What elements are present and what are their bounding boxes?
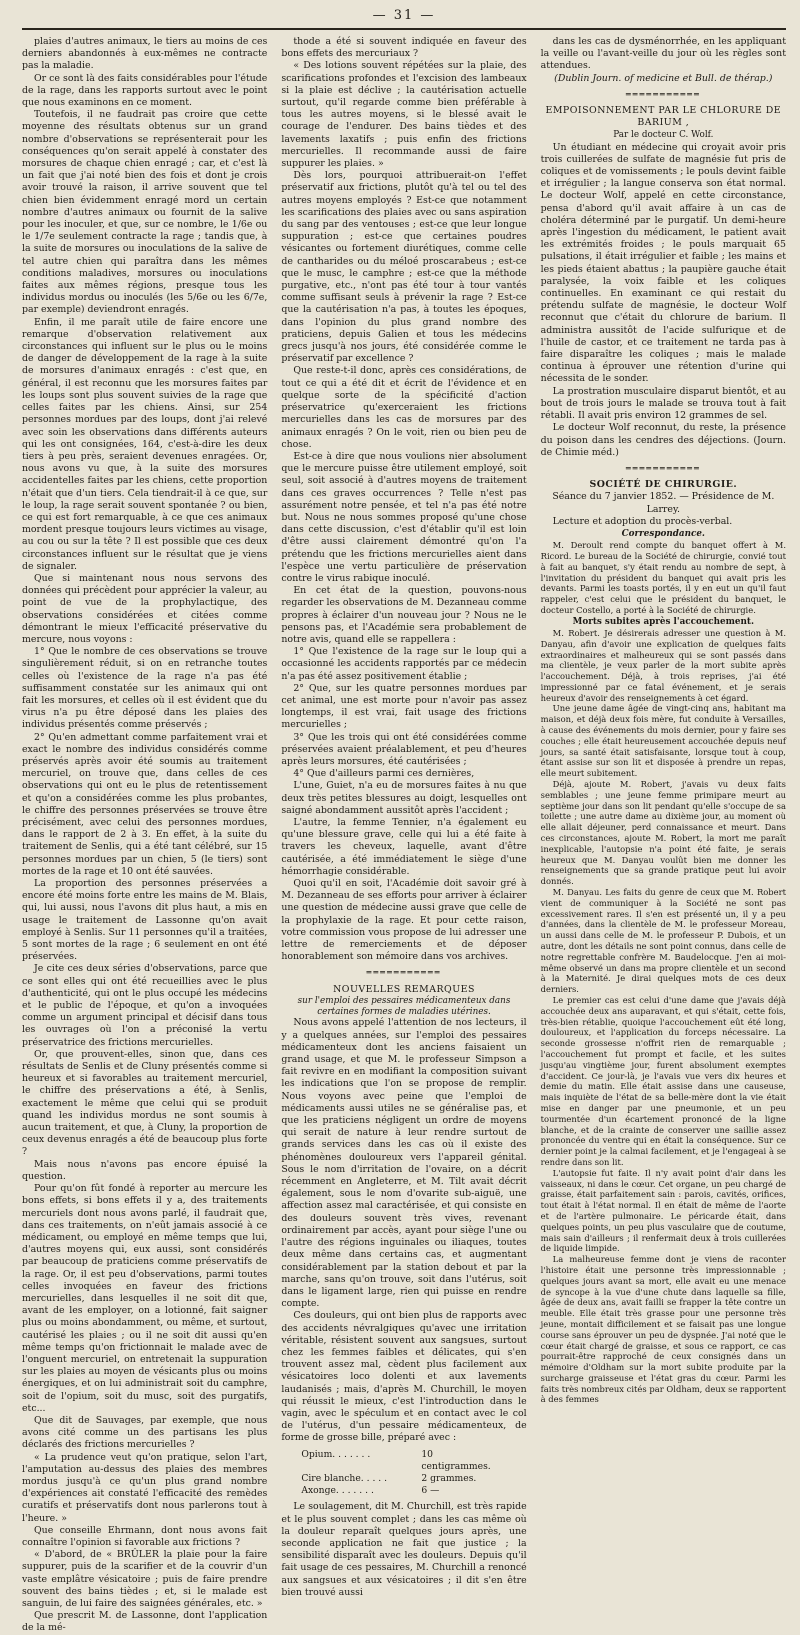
paragraph: thode a été si souvent indiquée en faveur des bons effets des mercuriaux ? <box>281 36 527 60</box>
session-line: Séance du 7 janvier 1852. — Présidence de M. Larrey. <box>552 491 775 515</box>
paragraph: 4° Que d'ailleurs parmi ces dernières, <box>293 768 475 780</box>
section-title-pessaires: NOUVELLES REMARQUES <box>333 983 475 995</box>
paragraph: Quoi qu'il en soit, l'Académie doit savoir gré à M. Dezanneau de ses efforts pour arriver à éclairer une question de médecine aussi grave que celle de la prophylaxie de la rage. Et pour cette raison, votre commission vous propose de lui adresser une lettre de remerciements et de déposer honorablement son mémoire dans vos archives. <box>281 878 527 963</box>
paragraph: « La prudence veut qu'on pratique, selon l'art, l'amputation au-dessus des plaies des membres mordus jusqu'à ce qu'un plus grand nombre d'expériences ait constaté l'efficacité des remèdes curatifs et préservatifs dont nous parlerons tout à l'heure. » <box>22 1451 268 1524</box>
paragraph: 2° Qu'en admettant comme parfaitement vrai et exact le nombre des individus considérés comme préservés après avoir été soumis au traitement mercuriel, on trouve que, dans celles de ces observations qui ont eu le plus de retentissement et qu'on a considérées comme les plus probantes, le chiffre des personnes préservées se trouve être précisément, avec celui des personnes mordues, dans le rapport de 2 à 3. En effet, à la suite du traitement de Senlis, qui a été tant célébré, sur 15 personnes mordues par un chien, 5 (le tiers) sont mortes de la rage et 10 ont été sauvées. <box>22 731 268 877</box>
paragraph: Le premier cas est celui d'une dame que j'avais déjà accouchée deux ans auparavant, et qui s'était, cette fois, très-bien rétablie, quoique l'accouchement eût été long, douloureux, et l'application du forceps nécessaire. La seconde grossesse n'offrit rien de remarquable ; l'accouchement fut prompt et facile, et les suites jusqu'au vingtième jour, furent absolument exemptes d'accident. Ce jour-là, je l'avais vue vers dix heures et demie du matin. Elle était assise dans une causeuse, mais inquiète de l'état de sa belle-mère dont la vie était mise en danger par une pneumonie, et un peu tourmentée d'un écartement prononcé de la ligne blanche, et de la crainte de conserver une saillie assez prononcée du ventre qui en était la conséquence. Sur ce dernier point je la calmai facilement, et je l'engageai à se rendre dans son lit. <box>540 995 786 1167</box>
paragraph: Enfin, il me paraît utile de faire encore une remarque d'observation relativement aux circonstances qui influent sur le plus ou le moins de danger de développement de la rage à la suite de morsures d'animaux enragés : c'est que, en général, il est reconnu que les morsures faites par les loups sont plus souvent suivies de la rage que celles faites par les chiens. Ainsi, sur 254 personnes mordues par des loups, dont j'ai relevé avec soin les observations dans différents auteurs qui les ont consignées, 164, c'est-à-dire les deux tiers à peu près, seraient devenues enragées. Or, nous avons vu que, à la suite des morsures accidentelles faites par les chiens, cette proportion n'était que d'un tiers. Cela tiendrait-il à ce que, sur le loup, la rage serait souvent spontanée ? ou bien, ce qui est fort remarquable, à ce que ces animaux mordent presque toujours leurs victimes au visage, au cou ou sur la tête ? Il est possible que ces deux circonstances influent sur le résultat que je viens de signaler. <box>22 316 268 572</box>
paragraph: 1° Que le nombre de ces observations se trouve singulièrement réduit, si on en retranche toutes celles où l'existence de la rage n'a pas été suffisamment constatée sur les animaux qui ont fait les morsures, et celles où il est évident que du virus n'a pu être déposé dans les plaies des individus présentés comme préservés ; <box>22 646 268 731</box>
paragraph: La prostration musculaire disparut bientôt, et au bout de trois jours le malade se trouva tout à fait rétabli. Il avait pris environ 12 grammes de sel. <box>540 385 786 422</box>
paragraph: 2° Que, sur les quatre personnes mordues par cet animal, une est morte pour n'avoir pas assez longtemps, il est vrai, fait usage des frictions mercurielles ; <box>281 682 527 731</box>
recipe-ingredient: Opium. . . . . . . <box>301 1448 371 1460</box>
paragraph: dans les cas de dysménorrhée, en les appliquant la veille ou l'avant-veille du jour où les règles sont attendues. <box>540 36 786 72</box>
paragraph: Le docteur Wolf reconnut, du reste, la présence du poison dans les cendres des déjections. (Journ. de Chimie méd.) <box>540 422 786 458</box>
recipe-amount: 10 centigrammes. <box>421 1448 491 1472</box>
paragraph: Toutefois, il ne faudrait pas croire que cette moyenne des résultats obtenus sur un grand nombre d'observations se représenterait pour les conséquences qu'on serait appelé à constater des morsures de chaque chien enragé ; car, et c'est là un fait que j'ai noté bien des fois et dont je crois avoir trouvé la raison, il arrive souvent que tel chien bien évidemment enragé mord un certain nombre d'autres animaux ou fournit de la salive pour les inoculer, et que, sur ce nombre, le 1/6e ou le 1/7e seulement contracte la rage ; tandis que, à la suite de morsures ou inoculations de la salive de tel autre chien qui paraîtra dans les mêmes conditions maladives, morsures ou inoculations faites aux mêmes régions, presque tous les individus mordus ou inoculés (les 5/6e ou les 6/7e, par exemple) deviendront enragés. <box>22 109 268 316</box>
divider: ═══════════ <box>366 968 442 978</box>
paragraph: « D'abord, de « BRÛLER la plaie pour la faire suppurer, puis de la scarifier et de la couvrir d'un vaste emplâtre vésicatoire ; puis de faire prendre souvent des bains tièdes ; et, si le malade est sanguin, de lui faire des saignées générales, etc. » <box>22 1549 268 1609</box>
paragraph: plaies d'autres animaux, le tiers au moins de ces derniers abandonnés à eux-mêmes ne contracte pas la maladie. <box>22 36 268 72</box>
paragraph: « Des lotions souvent répétées sur la plaie, des scarifications profondes et l'excision des lambeaux si la plaie est déclive ; la cautérisation actuelle surtout, qu'il regarde comme bien préférable à tous les autres moyens, si le blessé avait le courage de l'endurer. Des bains tièdes et des lavements laxatifs ; puis enfin des frictions mercurielles. Il recommande aussi de faire suppurer les plaies. » <box>281 60 527 170</box>
section-title-barium: EMPOISONNEMENT PAR LE CHLORURE DE BARIUM , <box>545 105 782 129</box>
recipe-amount: 2 grammes. <box>421 1472 477 1484</box>
column-2 <box>281 36 527 1598</box>
page-header <box>22 6 786 30</box>
citation: (Dublin Journ. of medicine et Bull. de thérap.) <box>554 72 773 84</box>
paragraph: Le soulagement, dit M. Churchill, est très rapide et le plus souvent complet ; dans les cas même où la douleur reparaît quelques jours après, une seconde application ne fait que justice ; la sensibilité disparaît avec les douleurs. Depuis qu'il fait usage de ces pessaires, M. Churchill a renoncé aux sangsues et aux vésicatoires ; il dit s'en être bien trouvé aussi <box>281 1501 527 1598</box>
section-byline: Par le docteur C. Wolf. <box>613 130 714 141</box>
recipe <box>301 1449 526 1498</box>
paragraph: L'autopsie fut faite. Il n'y avait point d'air dans les vaisseaux, ni dans le cœur. Cet organe, un peu chargé de graisse, était parfaitement sain : parois, cavités, orifices, tout était à l'état normal. Il en était de même de l'aorte et de l'artère pulmonaire. Le péricarde était, dans quelques points, un peu plus vasculaire que de coutume, mais sain d'ailleurs ; il renfermait deux à trois cuillerées de liquide limpide. <box>540 1167 786 1254</box>
paragraph: Que reste-t-il donc, après ces considérations, de tout ce qui a été dit et écrit de l'évidence et en quelque sorte de la spécificité d'action préservatrice qu'exerceraient les frictions mercurielles dans les cas de morsures par des animaux enragés ? On le voit, rien ou bien peu de chose. <box>281 365 527 450</box>
correspondence-text: M. Deroult rend compte du banquet offert à M. Ricord. Le bureau de la Société de chirurgie, convié tout à fait au banquet, s'y était rendu au nombre de sept, à l'invitation du président du banquet qui avait pris les devants. Parmi les toasts portés, il y en eut un qu'il faut rappeler, c'est celui que le président du banquet, le docteur Costello, a porté à la Société de chirurgie. <box>540 540 786 615</box>
paragraph: Un étudiant en médecine qui croyait avoir pris trois cuillerées de sulfate de magnésie fut pris de coliques et de vomissements ; le pouls devint faible et irrégulier ; la langue conserva son état normal. Le docteur Wolf, appelé en cette circonstance, pensa d'abord qu'il avait affaire à un cas de choléra déterminé par le purgatif. Un demi-heure après l'ingestion du médicament, le patient avait les extrémités froides ; le pouls marquait 65 pulsations, il était irrégulier et faible ; les mains et les pieds étaient abattus ; la paupière gauche était paralysée, la voix faible et les coliques continuelles. En examinant ce qui restait du prétendu sulfate de magnésie, le docteur Wolf reconnut que c'était du chlorure de barium. Il administra aussitôt de l'acide sulfurique et de l'huile de castor, et ce traitement ne tarda pas à faire disparaître les coliques ; mais le malade continua à éprouver une rétention d'urine qui nécessita de le sonder. <box>540 141 786 385</box>
paragraph: Que conseille Ehrmann, dont nous avons fait connaître l'opinion si favorable aux frictions ? <box>22 1524 268 1548</box>
paragraph: Nous avons appelé l'attention de nos lecteurs, il y a quelques années, sur l'emploi des pessaires médicamenteux dont les anciens faisaient un grand usage, et que M. le professeur Simpson a fait revivre en en modifiant la composition suivant les indications que l'on se propose de remplir. Nous voyons avec peine que l'emploi de médicaments aussi utiles ne se généralise pas, et que les praticiens négligent un ordre de moyens qui serait de nature à leur rendre surtout de grands services dans les cas où il existe des phénomènes douloureux vers l'appareil génital. Sous le nom d'irritation de l'ovaire, on a décrit récemment en Angleterre, et M. Tilt avait décrit également, sous le nom d'ovarite sub-aiguë, une affection assez mal caractérisée, et qui consiste en des douleurs souvent très vives, revenant ordinairement par accès, ayant pour siège l'une ou l'autre des régions inguinales ou iliaques, toutes deux même dans certains cas, et augmentant considérablement par la station debout et par la marche, sans qu'on trouve, soit dans l'utérus, soit dans le ligament large, rien qui puisse en rendre compte. <box>281 1017 527 1310</box>
paragraph: Pour qu'on fût fondé à reporter au mercure les bons effets, si bons effets il y a, des traitements mercuriels dont nous avons parlé, il faudrait que, dans ces traitements, on n'eût jamais associé à ce médicament, ou employé en même temps que lui, d'autres moyens qui, eux aussi, sont considérés par beaucoup de praticiens comme préservatifs de la rage. Or, il est peu d'observations, parmi toutes celles invoquées en faveur des frictions mercurielles, dans lesquelles il ne soit dit que, avant de les employer, on a lotionné, fait saigner plus ou moins abondamment, ou même, et surtout, cautérisé les plaies ; ou il ne soit dit aussi qu'en même temps qu'on frictionnait le malade avec de l'onguent mercuriel, on entretenait la suppuration sur les plaies au moyen de vésicants plus ou moins énergiques, et on lui administrait soit du camphre, soit de l'opium, soit du musc, soit des purgatifs, etc... <box>22 1183 268 1414</box>
correspondence-title: Correspondance. <box>621 528 705 539</box>
divider: ═══════════ <box>625 463 701 473</box>
paragraph: Est-ce à dire que nous voulions nier absolument que le mercure puisse être utilement employé, soit seul, soit associé à d'autres moyens de traitement dans ces graves occurrences ? Telle n'est pas assurément notre pensée, et tel n'a pas été notre but. Nous ne nous sommes proposé qu'une chose dans cette discussion, c'est d'établir qu'il est loin d'être aussi clairement démontré qu'on l'a prétendu que les frictions mercurielles aient dans l'espèce une vertu particulière de préservation contre le virus rabique inoculé. <box>281 450 527 584</box>
paragraph: En cet état de la question, pouvons-nous regarder les observations de M. Dezanneau comme propres à éclairer d'un nouveau jour ? Nous ne le pensons pas, et l'Académie sera probablement de notre avis, quand elle se rappellera : <box>281 585 527 645</box>
paragraph: 1° Que l'existence de la rage sur le loup qui a occasionné les accidents rapportés par ce médecin n'a pas été assez positivement établie ; <box>281 646 527 682</box>
paragraph: Or, que prouvent-elles, sinon que, dans ces résultats de Senlis et de Cluny présentés comme si heureux et si favorables au traitement mercuriel, le chiffre des préservations a été, à Senlis, exactement le même que celui qui se produit quand les individus mordus ne sont soumis à aucun traitement, et que, à Cluny, la proportion de ceux devenus enragés a été de beaucoup plus forte ? <box>22 1048 268 1158</box>
subsection-title: Morts subites après l'accouchement. <box>572 616 755 627</box>
paragraph: Que prescrit M. de Lassonne, dont l'application de la mé- <box>22 1610 268 1634</box>
paragraph: Que si maintenant nous nous servons des données qui précèdent pour apprécier la valeur, au point de vue de la prophylactique, des observations considérées et citées comme démontrant le mieux l'efficacité préservative du mercure, nous voyons : <box>22 572 268 645</box>
paragraph: 3° Que les trois qui ont été considérées comme préservées avaient préalablement, et peu d'heures après leurs morsures, été cautérisées ; <box>281 731 527 767</box>
paragraph: Une jeune dame âgée de vingt-cinq ans, habitant ma maison, et déjà deux fois mère, fut conduite à Versailles, à cause des événements du mois dernier, pour y faire ses couches ; elle était heureusement accouchée depuis neuf jours, sa santé était satisfaisante, lorsque tout à coup, étant assise sur son lit et disposée à prendre un repas, elle meurt subitement. <box>540 703 786 779</box>
paragraph: Que dit de Sauvages, par exemple, que nous avons cité comme un des partisans les plus déclarés des frictions mercurielles ? <box>22 1414 268 1451</box>
paragraph: L'une, Guiet, n'a eu de morsures faites à nu que deux très petites blessures au doigt, lesquelles ont saigné abondamment aussitôt après l'accident ; <box>281 780 527 816</box>
paragraph: L'autre, la femme Tennier, n'a également eu qu'une blessure grave, celle qui lui a été faite à travers les cheveux, laquelle, avant d'être cautérisée, a été immédiatement le siège d'une hémorrhagie considérable. <box>281 817 527 877</box>
recipe-amount: 6 — <box>421 1485 440 1497</box>
minutes-line: Lecture et adoption du procès-verbal. <box>552 515 733 527</box>
paragraph: Je cite ces deux séries d'observations, parce que ce sont elles qui ont été recueillies avec le plus d'authenticité, qui ont le plus occupé les médecins et le public de l'époque, et qu'on a invoquées comme un argument principal et décisif dans tous les ouvrages où l'on a préconisé la vertu préservatrice des frictions mercurielles. <box>22 963 268 1048</box>
paragraph: Mais nous n'avons pas encore épuisé la question. <box>22 1158 268 1182</box>
paragraph: La proportion des personnes préservées a encore été moins forte entre les mains de M. Blais, qui, lui aussi, nous l'avons dit plus haut, a mis en usage le traitement de Lassonne qu'on avait employé à Senlis. Sur 11 personnes qu'il a traitées, 5 sont mortes de la rage ; 6 seulement en ont été préservées. <box>22 878 268 963</box>
page-number: — 31 — <box>372 8 436 23</box>
column-3 <box>540 36 786 1405</box>
paragraph: Déjà, ajoute M. Robert, j'avais vu deux faits semblables ; une jeune femme primipare meurt au septième jour dans son lit pendant qu'elle s'occupe de sa toilette ; une autre dame au dixième jour, au moment où elle allait déjeuner, perd connaissance et meurt. Dans ces circonstances, ajoute M. Robert, la mort me paraît inexplicable, l'autopsie n'a point été faite, je serais heureux que M. Danyau voulût bien me donner les renseignements que sa grande pratique peut lui avoir donnés. <box>540 779 786 887</box>
paragraph: M. Danyau. Les faits du genre de ceux que M. Robert vient de communiquer à la Société ne sont pas excessivement rares. Il s'en est présenté un, il y a peu d'années, dans la clientèle de M. le professeur Moreau, un aussi dans celle de M. le professeur P. Dubois, et un autre, dont les détails ne sont point connus, dans celle de notre regrettable confrère M. Baudelocque. J'en ai moi-même observé un dans ma propre clientèle et un second à la Maternité. Je dirai quelques mots de ces deux derniers. <box>540 887 786 995</box>
recipe-ingredient: Cire blanche. . . . . <box>301 1472 388 1484</box>
paragraph: La malheureuse femme dont je viens de raconter l'histoire était une personne très impressionnable ; quelques jours avant sa mort, elle avait eu une menace de syncope à la vue d'une chute dans laquelle sa fille, âgée de deux ans, avait failli se frapper la tête contre un meuble. Elle était très grasse pour une personne très jeune, montait difficilement et se faisait pas une longue course sans éprouver un peu de dyspnée. J'ai noté que le cœur était chargé de graisse, et sous ce rapport, ce cas pourrait-être rapproché de ceux consignés dans un mémoire d'Oldham sur la mort subite produite par la surcharge graisseuse et l'état gras du cœur. Parmi les faits très nombreux cités par Oldham, deux se rapportent à des femmes <box>540 1254 786 1405</box>
paragraph: M. Robert. Je désirerais adresser une question à M. Danyau, afin d'avoir une explication de quelques faits extraordinaires et malheureux qui se sont passés dans ma clientèle, je veux parler de la mort subite après l'accouchement. Déjà, à trois reprises, j'ai été impressionné par ce fatal événement, et je serais heureux d'avoir des renseignements à cet égard. <box>540 627 786 703</box>
paragraph: Dès lors, pourquoi attribuerait-on l'effet préservatif aux frictions, plutôt qu'à tel ou tel des autres moyens employés ? Est-ce que notamment les scarifications des plaies avec ou sans aspiration du sang par des ventouses ; est-ce que leur longue suppuration ; est-ce que certaines poudres vésicantes ou fortement diurétiques, comme celle de cantharides ou du méloé proscarabeus ; est-ce que le musc, le camphre ; est-ce que la méthode purgative, etc., n'ont pas été tour à tour vantés comme suffisant seuls à prévenir la rage ? Est-ce que la cautérisation n'a pas, à toutes les époques, dans l'opinion du plus grand nombre des praticiens, depuis Galien et tous les médecins grecs jusqu'à nos jours, été considérée comme le préservatif par excellence ? <box>281 170 527 365</box>
section-subtitle-pessaires: sur l'emploi des pessaires médicamenteux dans certaines formes de maladies utérines. <box>297 995 511 1017</box>
column-1 <box>22 36 268 1634</box>
recipe-ingredient: Axonge. . . . . . . <box>301 1485 374 1497</box>
paragraph: Or ce sont là des faits considérables pour l'étude de la rage, dans les rapports surtout avec le point que nous examinons en ce moment. <box>22 72 268 109</box>
paragraph: Ces douleurs, qui ont bien plus de rapports avec des accidents névralgiques qu'avec une irritation véritable, résistent souvent aux sangsues, surtout chez les femmes faibles et délicates, qui s'en trouvent assez mal, cèdent plus facilement aux vésicatoires loco dolenti et aux lavements laudanisés ; mais, d'après M. Churchill, le moyen qui réussit le mieux, c'est l'introduction dans le vagin, avec le spéculum et en contact avec le col de l'utérus, d'un pessaire médicamenteux, de forme de grosse bille, préparé avec : <box>281 1310 527 1444</box>
columns <box>22 36 786 1634</box>
society-title: SOCIÉTÉ DE CHIRURGIE. <box>589 479 738 491</box>
divider: ═══════════ <box>625 89 701 99</box>
